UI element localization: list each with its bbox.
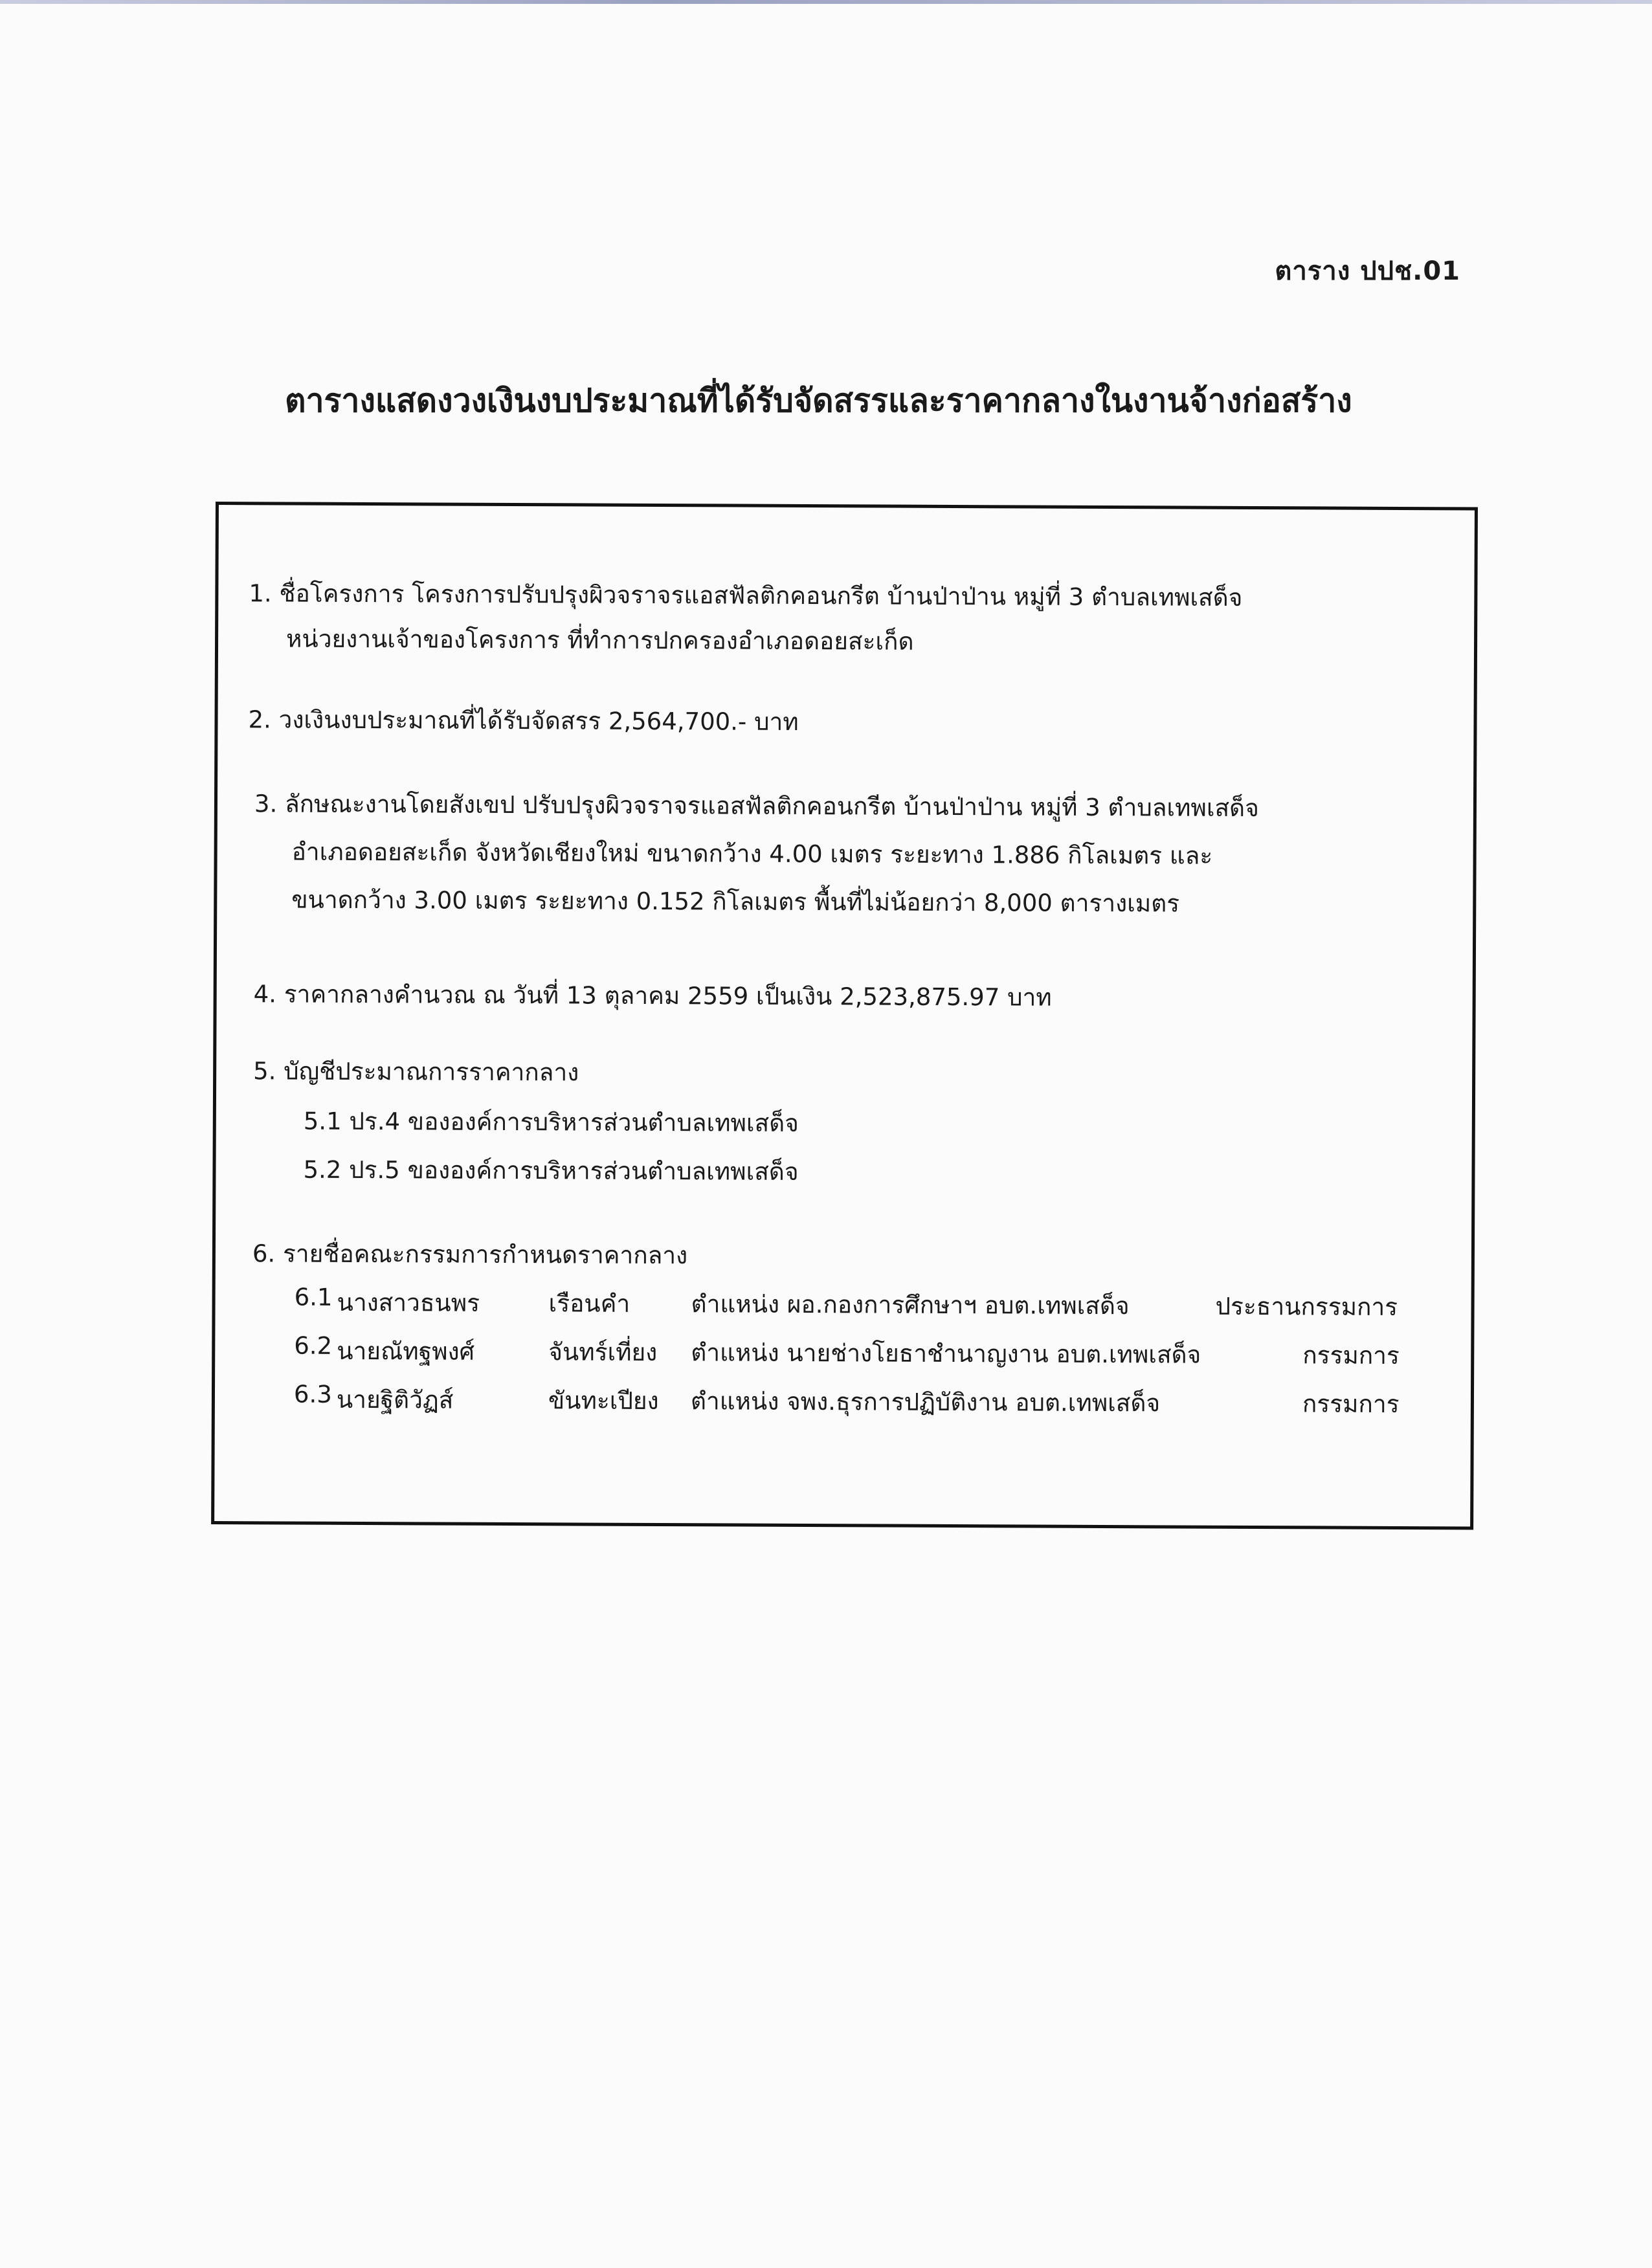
member-position: ตำแหน่ง จพง.ธุรการปฏิบัติงาน อบต.เทพเสด็จ — [690, 1387, 1161, 1418]
item6-heading: 6. รายชื่อคณะกรรมการกำหนดราคากลาง — [252, 1240, 688, 1270]
item1-line1: 1. ชื่อโครงการ โครงการปรับปรุงผิวจราจรแอสฟัลติกคอนกรีต บ้านป่าป่าน หมู่ที่ 3 ตำบลเทพเสด็จ — [249, 579, 1243, 612]
member-role: กรรมการ — [1302, 1390, 1400, 1418]
member-surname: ขันทะเปียง — [548, 1386, 659, 1416]
item4-line1: 4. ราคากลางคำนวณ ณ วันที่ 13 ตุลาคม 2559 เป็นเงิน 2,523,875.97 บาท — [253, 980, 1052, 1012]
item3-line1: 3. ลักษณะงานโดยสังเขป ปรับปรุงผิวจราจรแอสฟัลติกคอนกรีต บ้านป่าป่าน หมู่ที่ 3 ตำบลเทพเสด็จ — [254, 790, 1259, 823]
document-title: ตารางแสดงวงเงินงบประมาณที่ได้รับจัดสรรและราคากลางในงานจ้างก่อสร้าง — [285, 382, 1352, 419]
item3-line3: ขนาดกว้าง 3.00 เมตร ระยะทาง 0.152 กิโลเมตร พื้นที่ไม่น้อยกว่า 8,000 ตารางเมตร — [291, 885, 1180, 918]
details-box — [211, 502, 1478, 1529]
item1-line2: หน่วยงานเจ้าของโครงการ ที่ทำการปกครองอำเภอดอยสะเก็ด — [285, 625, 914, 656]
member-number: 6.3 — [293, 1380, 332, 1408]
member-surname: จันทร์เที่ยง — [548, 1338, 658, 1366]
member-number: 6.1 — [294, 1283, 333, 1311]
member-number: 6.2 — [294, 1331, 333, 1360]
member-surname: เรือนคำ — [548, 1289, 631, 1318]
item5-sub-2: 5.2 ปร.5 ขององค์การบริหารส่วนตำบลเทพเสด็จ — [303, 1155, 799, 1186]
committee-member-row — [215, 1380, 1464, 1418]
item5-heading: 5. บัญชีประมาณการราคากลาง — [253, 1057, 579, 1087]
scan-top-edge — [0, 0, 1652, 4]
item2-line1: 2. วงเงินงบประมาณที่ได้รับจัดสรร 2,564,700.- บาท — [248, 706, 799, 736]
item3-line2: อำเภอดอยสะเก็ด จังหวัดเชียงใหม่ ขนาดกว้าง 4.00 เมตร ระยะทาง 1.886 กิโลเมตร และ — [291, 838, 1213, 870]
committee-member-row — [216, 1283, 1465, 1320]
form-code: ตาราง ปปช.01 — [1275, 256, 1460, 286]
member-position: ตำแหน่ง นายช่างโยธาชำนาญงาน อบต.เทพเสด็จ — [691, 1339, 1201, 1369]
member-name: นางสาวธนพร — [337, 1288, 480, 1317]
member-position: ตำแหน่ง ผอ.กองการศึกษาฯ อบต.เทพเสด็จ — [691, 1290, 1130, 1320]
member-role: กรรมการ — [1302, 1341, 1400, 1370]
member-name: นายณัทฐพงศ์ — [337, 1337, 475, 1366]
item5-sub-1: 5.1 ปร.4 ขององค์การบริหารส่วนตำบลเทพเสด็จ — [303, 1107, 799, 1137]
member-name: นายฐิติวัฏส์ — [336, 1385, 454, 1414]
committee-member-row — [215, 1331, 1464, 1369]
member-role: ประธานกรรมการ — [1215, 1292, 1398, 1321]
